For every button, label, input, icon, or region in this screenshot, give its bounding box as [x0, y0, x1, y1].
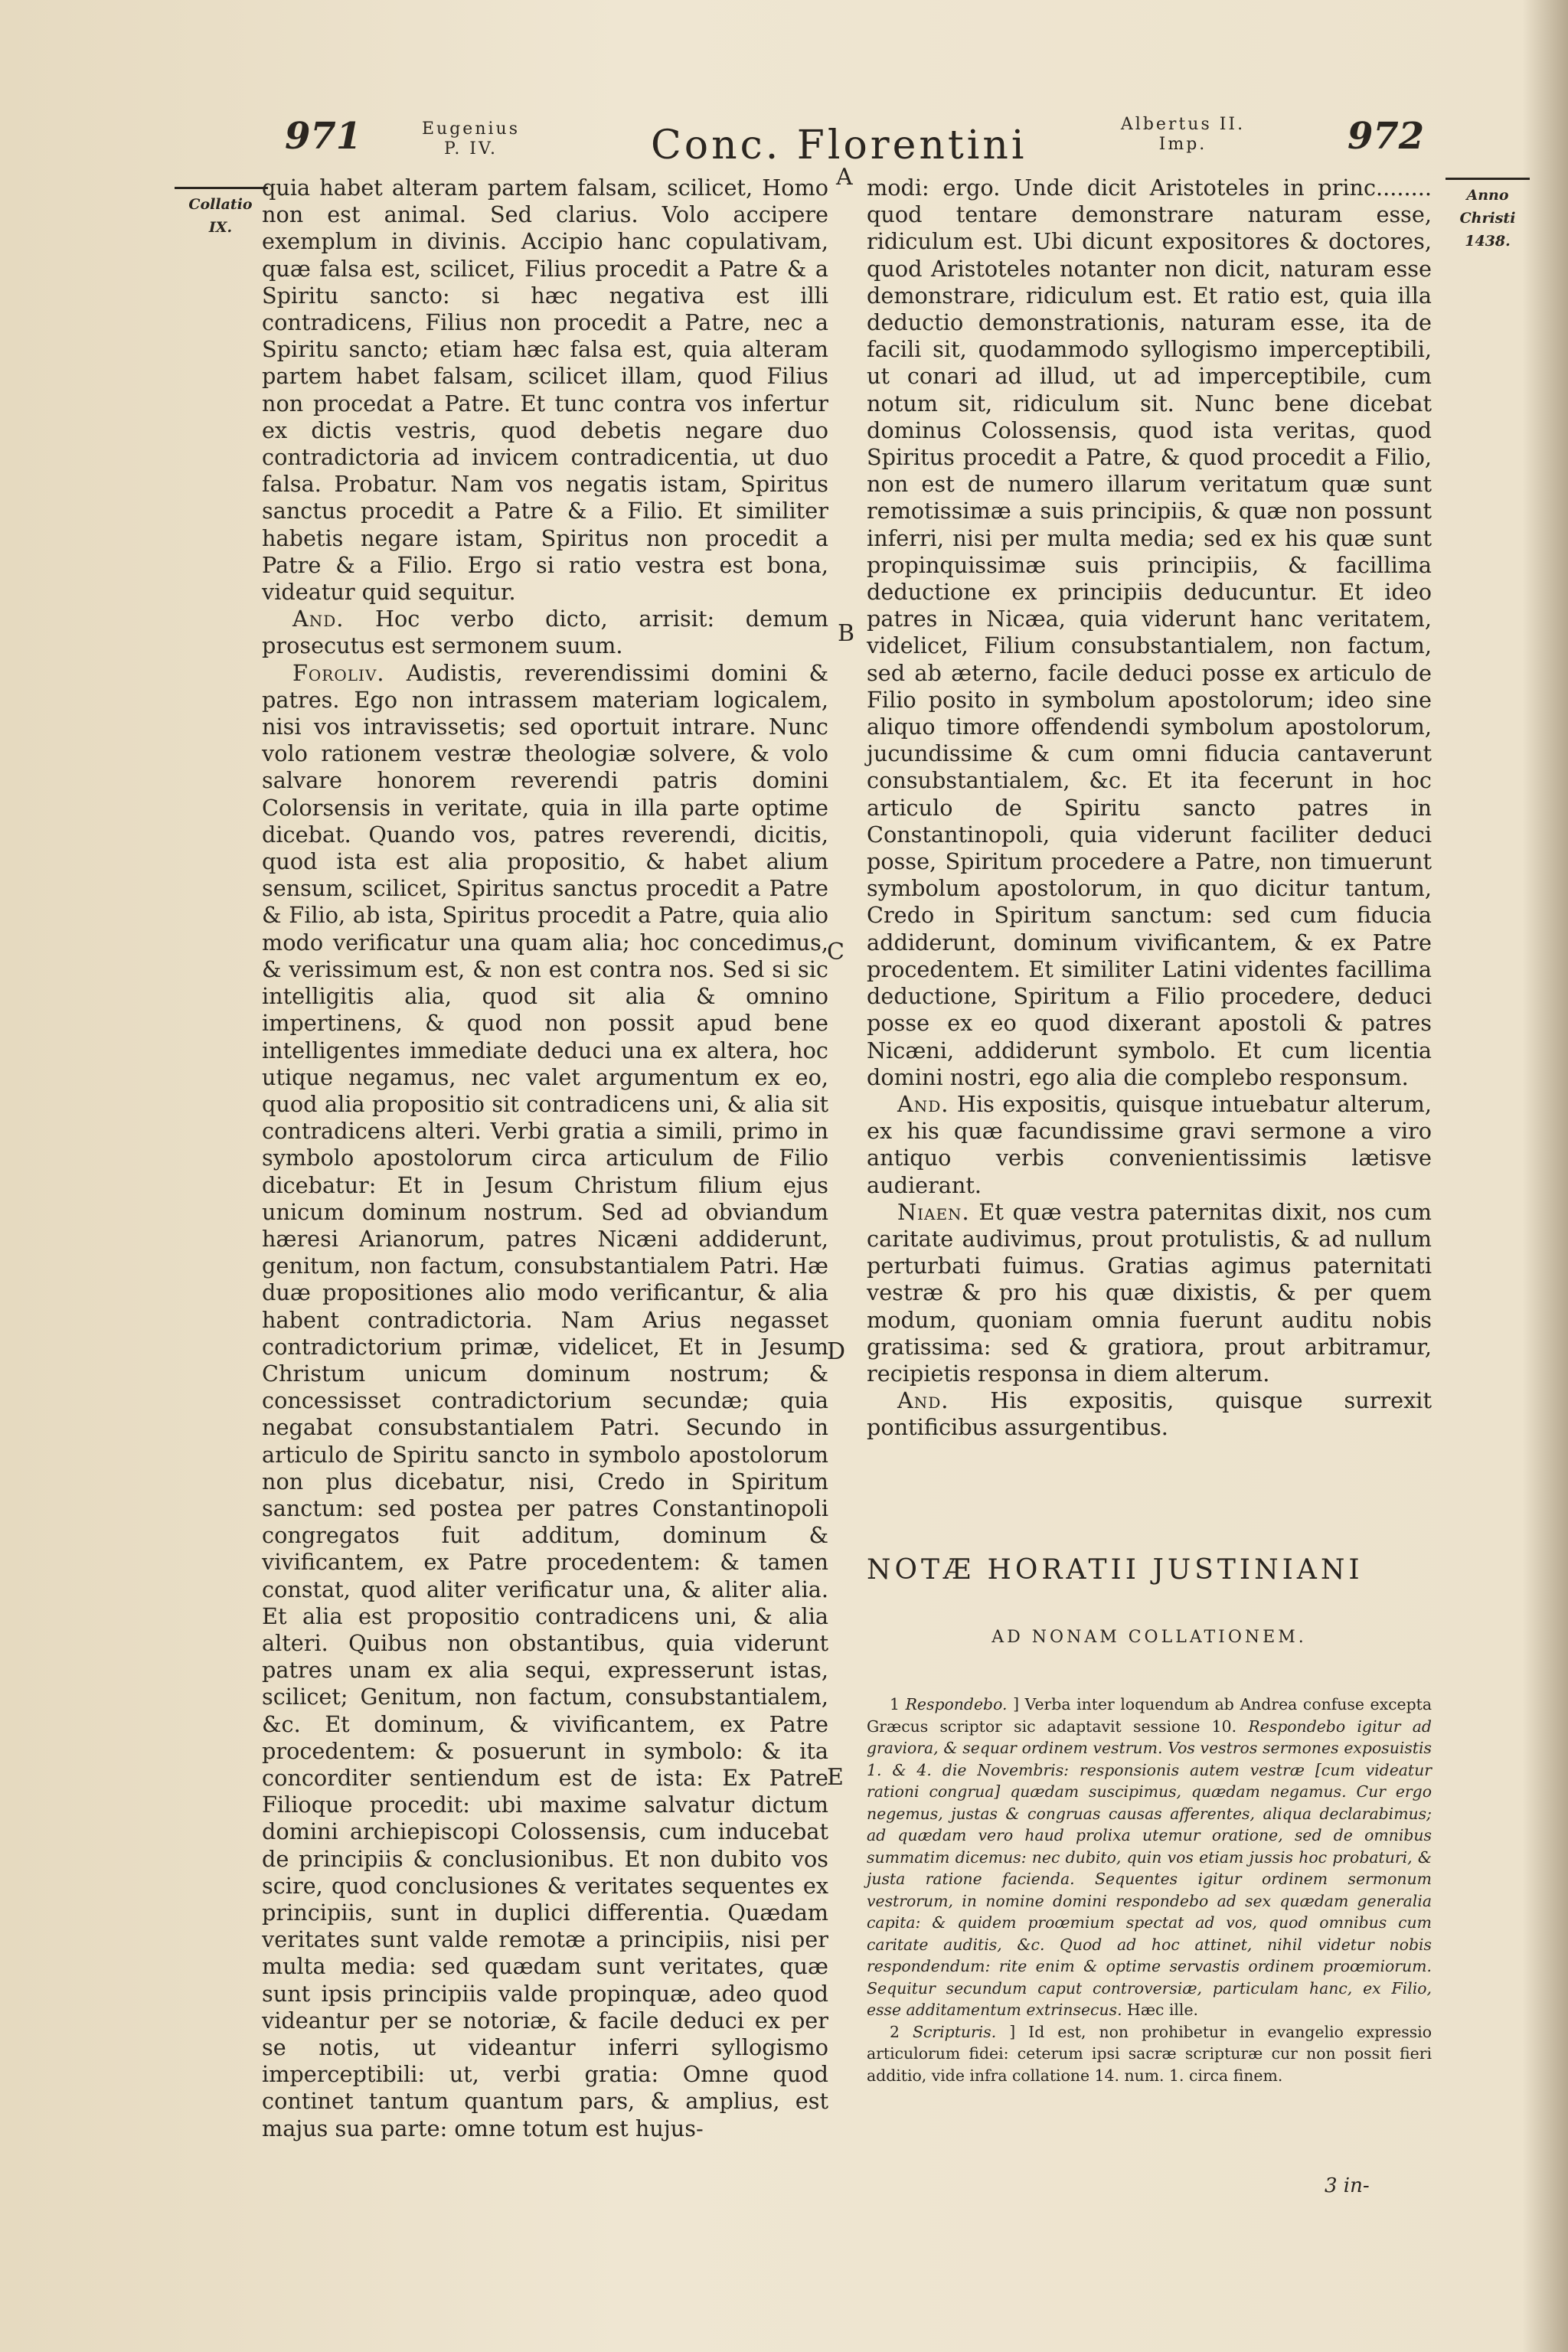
page-header [0, 115, 1568, 184]
left-column [262, 175, 828, 2142]
section-letter-b: B [838, 620, 855, 647]
section-letter-d: D [827, 1338, 846, 1365]
page-number-right: 972 [1348, 115, 1425, 158]
note-1-text: ] Verba inter loquendum ab Andrea confuse excepta Græcus scriptor sic adaptavit sessione 10. [867, 1695, 1432, 1736]
note-1 [867, 1694, 1432, 2021]
left-paragraph-3 [262, 660, 828, 2142]
left-paragraph-2 [262, 606, 828, 659]
margin-rule-right [1446, 178, 1530, 180]
notes-body [867, 1694, 1432, 2086]
speaker-label: And. [292, 606, 345, 632]
notes-subheading: AD NONAM COLLATIONEM. [991, 1628, 1307, 1647]
right-paragraph-1: modi: ergo. Unde dicit Aristoteles in princ........ quod tentare demonstrare naturam esse, ridiculum est. Ubi dicunt expositores & doctores, quod Aristoteles notanter non dicit, naturam esse demonstrare, ridiculum est. Et ratio est, quia illa deductio demonstrationis, naturam esse, ita de facili sit, quodammodo syllogismo imperceptibili, ut conari ad illud, ut ad imperceptibile, cum notum sit, ridiculum sit. Nunc bene dicebat dominus Colossensis, quod ista veritas, quod Spiritus procedit a Patre, & quod procedit a Filio, non est de numero illarum veritatum quæ sunt remotissimæ a suis principiis, & quæ non possunt inferri, nisi per multa media; sed ex his quæ sunt propinquissimæ suis principiis, & facillima deductione ex principiis deducuntur. Et ideo patres in Nicæa, quia viderunt hanc veritatem, videlicet, Filium consubstantialem, non factum, sed ab æterno, facile deduci posse ex articulo de Filio posito in symbolum apostolorum; ideo sine aliquo timore offendendi symbolum apostolorum, jucundissime & cum omni fiducia cantaverunt consubstantialem, &c. Et ita fecerunt in hoc articulo de Spiritu sancto patres in Constantinopoli, quia viderunt faciliter deduci posse, Spiritum procedere a Patre, non timuerunt symbolum apostolorum, in quo dicitur tantum, Credo in Spiritum sanctum: sed cum fiducia addiderunt, dominum vivificantem, & ex Patre procedentem. Et similiter Latini videntes facillima deductione, Spiritum a Filio procedere, deduci posse ex eo quod dixerant apostoli & patres Nicæni, addiderunt symbolo. Et cum licentia domini nostri, ego alia die complebo responsum. [867, 175, 1432, 1090]
margin-note-collatio [175, 193, 266, 239]
note-1-lemma: Respondebo. [905, 1695, 1008, 1713]
running-head-left-line1: Eugenius [422, 119, 520, 139]
left-paragraph-2-text: Hoc verbo dicto, arrisit: demum prosecutus est sermonem suum. [262, 606, 828, 659]
gutter-shadow [1522, 0, 1568, 2352]
note-1-end: Hæc ille. [1122, 2001, 1199, 2019]
running-head-right-line2: Imp. [1158, 135, 1207, 154]
note-1-quote: Respondebo igitur ad graviora, & sequar ordinem vestrum. Vos vestros sermones exposuistis 1. & 4. die Novembris: responsionis autem vestræ [cum videatur rationi congrua] quædam suscipimus, quædam negamus. Cur ergo negemus, justas & congruas causas afferentes, aliqua declarabimus; ad quædam vero haud prolixa utemur oratione, sed de omnibus summatim dicemus: nec dubito, quin vos etiam jussis hoc probaturi, & justa ratione facienda. Sequentes igitur ordinem sermonum vestrorum, in nomine domini respondebo ad sex quædam generalia capita: & quidem proœmium spectat ad vos, quod omnibus cum caritate auditis, &c. Quod ad hoc attinet, nihil videtur nobis respondendum: rite enim & optime servastis ordinem proœmiorum. Sequitur secundum caput controversiæ, particulam hanc, ex Filio, esse additamentum extrinsecus. [867, 1717, 1432, 2019]
right-paragraph-3 [867, 1199, 1432, 1387]
note-1-number: 1 [890, 1695, 900, 1713]
running-head-right-line1: Albertus II. [1120, 115, 1246, 134]
running-head-left-line2: P. IV. [443, 139, 498, 158]
section-letter-c: C [827, 939, 844, 965]
margin-note-anno-line2: Christi [1459, 210, 1516, 227]
note-2-text: ] Id est, non prohibetur in evangelio expressio articulorum fidei: ceterum ipsi sacræ scripturæ cur non possit fieri additio, vide infra collatione 14. num. 1. circa finem. [867, 2022, 1432, 2085]
running-head-left [406, 119, 536, 159]
margin-note-anno [1446, 184, 1530, 253]
left-paragraph-1: quia habet alteram partem falsam, scilicet, Homo non est animal. Sed clarius. Volo accipere exemplum in divinis. Accipio hanc copulativam, quæ falsa est, scilicet, Filius procedit a Patre & a Spiritu sancto: si hæc negativa est illi contradicens, Filius non procedit a Patre, nec a Spiritu sancto; etiam hæc falsa est, quia alteram partem habet falsam, scilicet illam, quod Filius non procedat a Patre. Et tunc contra vos infertur ex dictis vestris, quod debetis negare duo contradictoria ad invicem contradicentia, ut duo falsa. Probatur. Nam vos negatis istam, Spiritus sanctus procedit a Patre & a Filio. Et similiter habetis negare istam, Spiritus non procedit a Patre & a Filio. Ergo si ratio vestra est bona, videatur quid sequitur. [262, 175, 828, 606]
note-2-number: 2 [890, 2022, 900, 2041]
page-title: Conc. Florentini [651, 122, 1027, 168]
speaker-label: Foroliv. [292, 659, 385, 686]
note-2 [867, 2021, 1432, 2087]
section-letter-e: E [827, 1764, 844, 1791]
right-column [867, 175, 1432, 1442]
catchword: 3 in- [1325, 2174, 1370, 2197]
speaker-label: And. [897, 1387, 949, 1414]
speaker-label: Niaen. [897, 1198, 970, 1225]
right-paragraph-2 [867, 1091, 1432, 1199]
right-paragraph-4-text: His expositis, quisque surrexit pontificibus assurgentibus. [867, 1387, 1432, 1441]
margin-note-collatio-line2: IX. [208, 219, 233, 236]
section-letter-a: A [836, 164, 853, 191]
margin-note-anno-line1: Anno [1466, 187, 1509, 204]
margin-note-anno-line3: 1438. [1465, 233, 1511, 250]
speaker-label: And. [897, 1090, 949, 1117]
right-paragraph-3-text: Et quæ vestra paternitas dixit, nos cum caritate audivimus, prout protulistis, & ad nullum perturbati fuimus. Gratias agimus paternitati vestræ & pro his quæ dixistis, & per quem modum, quoniam omnia fuerunt auditu nobis gratissima: sed & gratiora, prout arbitramur, recipietis responsa in diem alterum. [867, 1198, 1432, 1387]
note-2-lemma: Scripturis. [912, 2022, 997, 2041]
right-paragraph-2-text: His expositis, quisque intuebatur alterum, ex his quæ facundissime gravi sermone a viro antiquo verbis convenientissimis lætisve audierant. [867, 1090, 1432, 1198]
page-number-left: 971 [285, 115, 362, 158]
right-paragraph-4 [867, 1387, 1432, 1441]
notes-heading: NOTÆ HORATII JUSTINIANI [867, 1554, 1364, 1586]
left-paragraph-3-text: Audistis, reverendissimi domini & patres. Ego non intrassem materiam logicalem, nisi vos intravissetis; sed oportuit intrare. Nunc volo rationem vestræ theologiæ solvere, & volo salvare honorem reverendi patris domini Colorsensis in veritate, quia in illa parte optime dicebat. Quando vos, patres reverendi, dicitis, quod ista est alia propositio, & habet alium sensum, scilicet, Spiritus sanctus procedit a Patre & Filio, ab ista, Spiritus procedit a Patre, quia alio modo verificatur una quam alia; hoc concedimus, & verissimum est, & non est contra nos. Sed si sic intelligitis alia, quod sit alia & omnino impertinens, & quod non possit apud bene intelligentes immediate deduci una ex altera, hoc utique negamus, nec valet argumentum ex eo, quod alia propositio sit contradicens uni, & alia sit contradicens alteri. Verbi gratia a simili, primo in symbolo apostolorum circa articulum de Filio dicebatur: Et in Jesum Christum filium ejus unicum dominum nostrum. Sed ad obviandum hæresi Arianorum, patres Nicæni addiderunt, genitum, non factum, consubstantialem Patri. Hæ duæ propositiones alio modo verificantur, & alia habent contradictoria. Nam Arius negasset contradictorium primæ, videlicet, Et in Jesum Christum unicum dominum nostrum; & concessisset contradictorium secundæ; quia negabat consubstantialem Patri. Secundo in articulo de Spiritu sancto in symbolo apostolorum non plus dicebatur, nisi, Credo in Spiritum sanctum: sed postea per patres Constantinopoli congregatos fuit additum, dominum & vivificantem, ex Patre procedentem: & tamen constat, quod aliter verificatur una, & aliter alia. Et alia est propositio contradicens uni, & alia alteri. Quibus non obstantibus, quia viderunt patres unam ex alia sequi, expresserunt istas, scilicet; Genitum, non factum, consubstantialem, &c. Et dominum, & vivificantem, ex Patre procedentem: & posuerunt in symbolo: & ita concorditer sentiendum est de ista: Ex Patre Filioque procedit: ubi maxime salvatur dictum domini archiepiscopi Colossensis, cum inducebat de principiis & conclusionibus. Et non dubito vos scire, quod conclusiones & veritates sequentes ex principiis, sunt in duplici differentia. Quædam veritates sunt valde remotæ a principiis, nisi per multa media: sed quædam sunt veritates, quæ sunt ipsis principiis valde propinquæ, adeo quod videantur per se notoriæ, & facile deduci ex per se notis, ut videantur inferri syllogismo imperceptibili: ut, verbi gratia: Omne quod continet tantum quantum pars, & amplius, est majus sua parte: omne totum est hujus- [262, 659, 828, 2141]
margin-rule-left [175, 187, 268, 189]
margin-note-collatio-line1: Collatio [188, 196, 253, 213]
running-head-right [1110, 115, 1256, 155]
